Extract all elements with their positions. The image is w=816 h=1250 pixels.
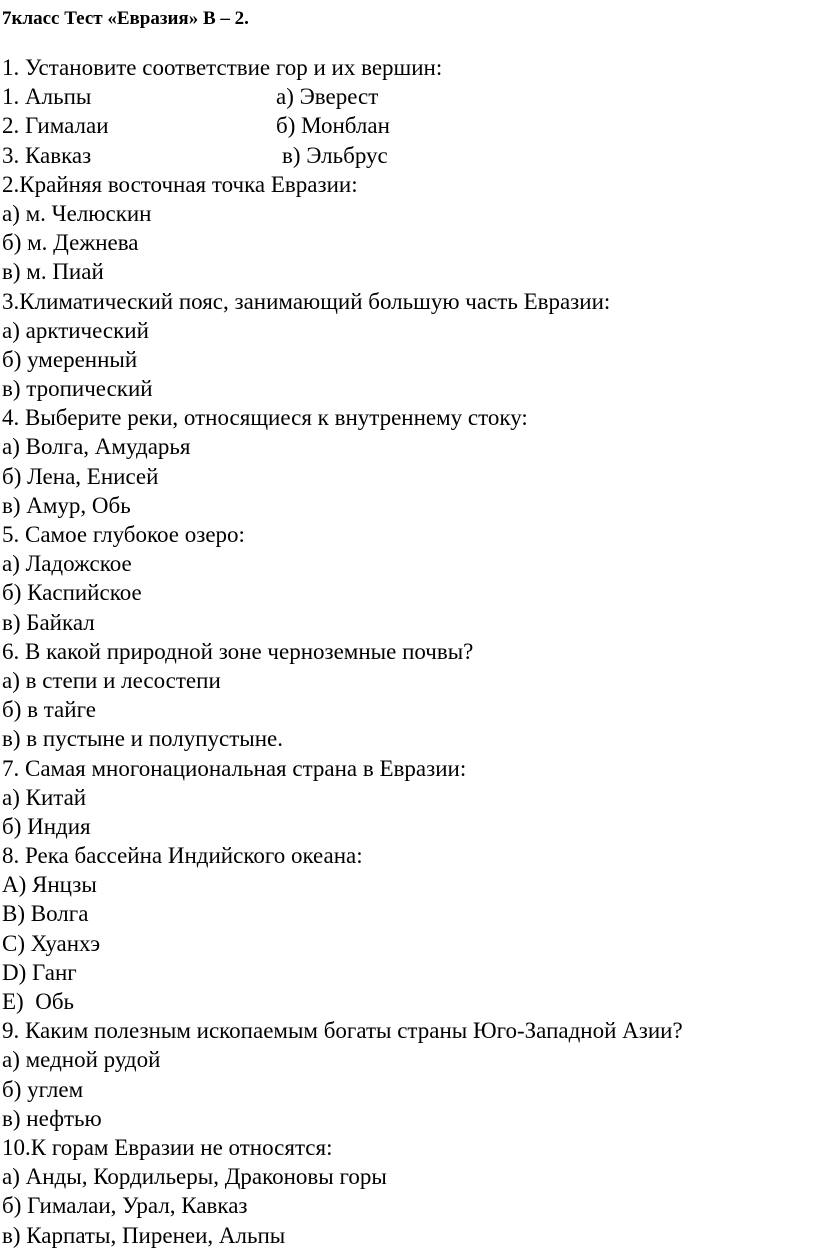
question-3-text: 3.Климатический пояс, занимающий большую часть Евразии: <box>2 288 611 314</box>
answer-option: а) медной рудой <box>2 1047 161 1073</box>
answer-option: а) Анды, Кордильеры, Драконовы горы <box>2 1164 387 1190</box>
answer-option: а) Волга, Амударья <box>2 434 191 460</box>
test-questions <box>2 53 814 1250</box>
question-4-text: 4. Выберите реки, относящиеся к внутреннему стоку: <box>2 405 528 431</box>
answer-option: а) арктический <box>2 317 149 343</box>
answer-option: С) Хуанхэ <box>2 930 101 956</box>
question-5-text: 5. Самое глубокое озеро: <box>2 522 245 547</box>
peak-option: б) Монблан <box>276 113 390 139</box>
question-1-text: 1. Установите соответствие гор и их вершин: <box>2 55 443 80</box>
question-6-text: 6. В какой природной зоне черноземные почвы? <box>2 638 474 664</box>
answer-option: а) м. Челюскин <box>2 200 152 226</box>
answer-option: в) в пустыне и полупустыне. <box>2 726 283 752</box>
peak-option: в) Эльбрус <box>282 142 388 168</box>
answer-option: б) Индия <box>2 813 91 839</box>
mountain-option: 2. Гималаи <box>2 113 109 139</box>
answer-option: а) в степи и лесостепи <box>2 667 221 693</box>
answer-option: в) Амур, Обь <box>2 492 131 518</box>
answer-option: в) м. Пиай <box>2 259 104 285</box>
question-7-text: 7. Самая многонациональная страна в Евразии: <box>2 755 467 781</box>
match-row-2 <box>2 111 814 140</box>
mountain-option: 1. Альпы <box>2 84 92 110</box>
question-9-text: 9. Каким полезным ископаемым богаты страны Юго-Западной Азии? <box>2 1018 683 1044</box>
peak-option: а) Эверест <box>276 84 379 110</box>
answer-option: б) м. Дежнева <box>2 230 139 256</box>
answer-option: в) тропический <box>2 376 153 402</box>
answer-option: б) Каспийское <box>2 580 142 606</box>
answer-option: б) умеренный <box>2 346 138 372</box>
match-row-1 <box>2 82 814 111</box>
answer-option: а) Китай <box>2 784 87 810</box>
mountain-option: 3. Кавказ <box>2 142 92 168</box>
question-2-text: 2.Крайняя восточная точка Евразии: <box>2 171 358 197</box>
answer-option: б) Гималаи, Урал, Кавказ <box>2 1193 248 1219</box>
answer-option: б) в тайге <box>2 697 96 723</box>
match-row-3 <box>2 141 814 170</box>
answer-option: а) Ладожское <box>2 551 132 577</box>
answer-option: в) Байкал <box>2 609 95 635</box>
answer-option: б) Лена, Енисей <box>2 463 159 489</box>
answer-option: б) углем <box>2 1076 84 1102</box>
answer-option: в) Карпаты, Пиренеи, Альпы <box>2 1222 286 1248</box>
document-title: 7класс Тест «Евразия» В – 2. <box>2 8 249 29</box>
question-10-text: 10.К горам Евразии не относятся: <box>2 1134 333 1160</box>
answer-option: А) Янцзы <box>2 872 97 898</box>
question-8-text: 8. Река бассейна Индийского океана: <box>2 843 363 869</box>
answer-option: в) нефтью <box>2 1105 102 1131</box>
answer-option: Е) Обь <box>2 989 75 1014</box>
answer-option: D) Ганг <box>2 959 77 985</box>
answer-option: В) Волга <box>2 901 89 927</box>
